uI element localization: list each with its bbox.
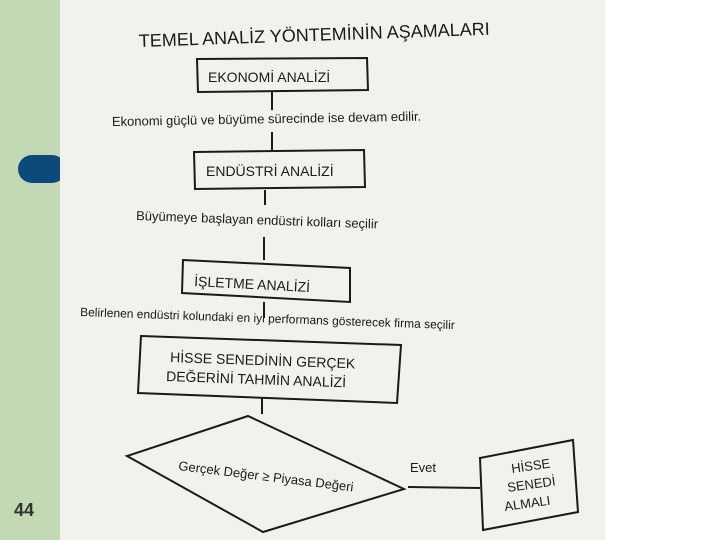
industry-note: Büyümeye başlayan endüstri kolları seçilir [135, 208, 379, 232]
company-note: Belirlenen endüstri kolundaki en iyi performans gösterecek firma seçilir [79, 305, 455, 333]
outcome-line3: ALMALI [503, 492, 552, 514]
economy-analysis-label: EKONOMİ ANALİZİ [208, 69, 331, 85]
industry-analysis-label: ENDÜSTRİ ANALİZİ [206, 163, 334, 179]
yes-label: Evet [410, 460, 437, 475]
economy-note: Ekonomi güçlü ve büyüme sürecinde ise devam edilir. [111, 108, 422, 129]
page-number: 44 [14, 500, 35, 520]
decision-condition: Gerçek Değer ≥ Piyasa Değeri [177, 458, 355, 495]
diagram-title: TEMEL ANALİZ YÖNTEMİNİN AŞAMALARI [138, 18, 491, 51]
company-analysis-label: İŞLETME ANALİZİ [193, 273, 311, 296]
valuation-label-line2: DEĞERİNİ TAHMİN ANALİZİ [165, 368, 347, 391]
connector-yes [408, 487, 480, 488]
outcome-line1: HİSSE [510, 455, 552, 476]
outcome-line2: SENEDİ [506, 473, 557, 495]
valuation-label-line1: HİSSE SENEDİNİN GERÇEK [169, 349, 356, 372]
